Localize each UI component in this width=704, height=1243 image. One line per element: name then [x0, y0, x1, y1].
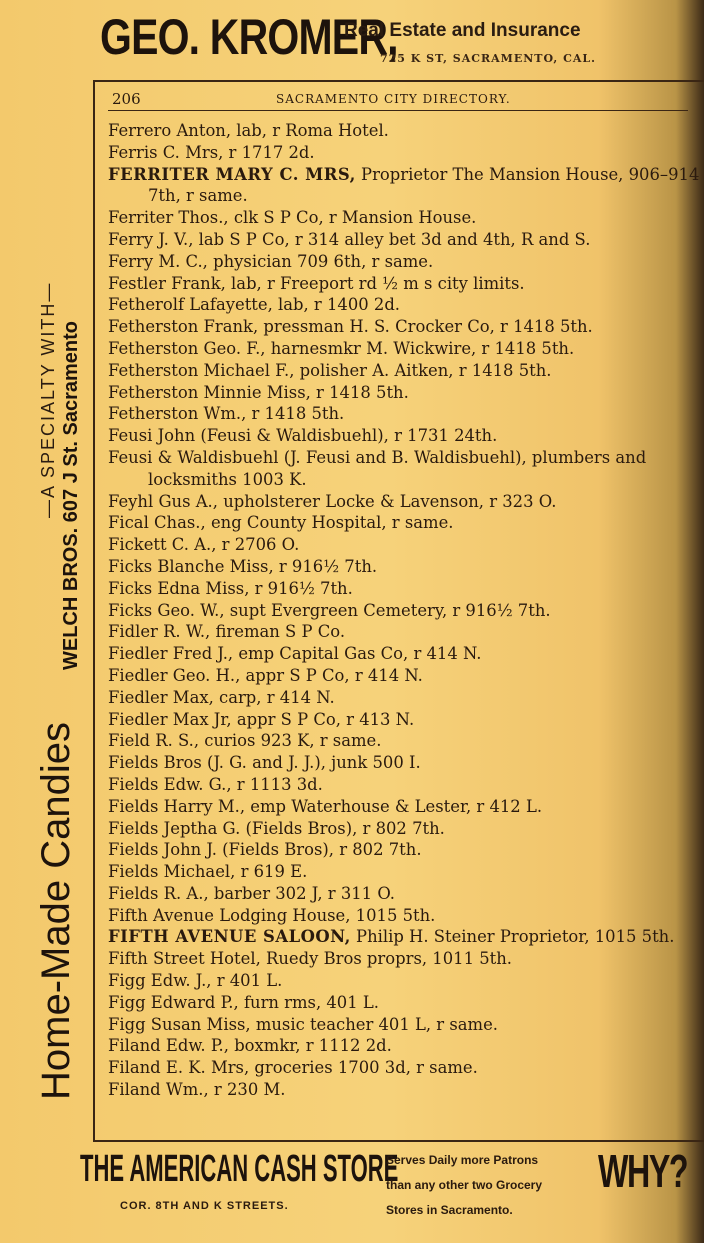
- entry-details: fireman S P Co.: [210, 622, 346, 642]
- entry-details: Philip H. Steiner Proprietor, 1015 5th.: [350, 927, 675, 947]
- entry-details: (J. Feusi and B. Waldisbuehl), plumbers and locksmiths 1003 K.: [148, 447, 647, 489]
- entry-details: lab, r 1400 2d.: [272, 295, 401, 315]
- side-advertisement: [34, 50, 102, 1100]
- entry-name: Feyhl Gus A.,: [108, 491, 218, 511]
- advertiser-address: 725 K ST, SACRAMENTO, CAL.: [380, 52, 596, 65]
- advertiser-business: Real Estate and Insurance: [344, 20, 581, 41]
- entry-name: FERRITER MARY C. MRS,: [108, 164, 356, 184]
- entry-name: Filand Edw. P.,: [108, 1036, 229, 1056]
- directory-entry: [108, 643, 700, 665]
- entry-name: Fields Harry M.,: [108, 796, 246, 816]
- entry-name: Fields Bros: [108, 753, 202, 773]
- directory-entry: [108, 338, 700, 360]
- directory-entry: [108, 294, 700, 316]
- directory-entry: [108, 796, 700, 818]
- entry-details: furn rms, 401 L.: [238, 992, 379, 1012]
- why-slogan: WHY?: [598, 1145, 688, 1197]
- directory-entry: [108, 447, 700, 491]
- store-address: COR. 8TH AND K STREETS.: [120, 1200, 289, 1212]
- entry-details: r 230 M.: [208, 1080, 286, 1100]
- entry-name: Fields R. A.,: [108, 883, 209, 903]
- directory-title: SACRAMENTO CITY DIRECTORY.: [276, 92, 511, 106]
- footer-advertisement: [78, 1140, 704, 1243]
- entry-name: Fickett C. A.,: [108, 535, 217, 555]
- directory-entry: [108, 774, 700, 796]
- store-claim-line: Stores in Sacramento.: [386, 1203, 513, 1217]
- directory-entry: [108, 207, 700, 229]
- store-claim: [386, 1148, 602, 1223]
- entry-name: Ferry J. V.,: [108, 229, 194, 249]
- directory-entry: [108, 665, 700, 687]
- entry-details: r 2706 O.: [216, 535, 300, 555]
- entry-details: supt Evergreen Cemetery, r 916½ 7th.: [224, 600, 551, 620]
- entry-details: physician 709 6th, r same.: [207, 251, 434, 271]
- entry-name: Fical Chas.,: [108, 513, 206, 533]
- directory-entry: [108, 818, 700, 840]
- directory-entries: [108, 120, 700, 1101]
- entry-details: 1015 5th.: [350, 905, 436, 925]
- entry-details: pressman H. S. Crocker Co, r 1418 5th.: [258, 317, 593, 337]
- directory-entry: [108, 251, 700, 273]
- entry-details: groceries 1700 3d, r same.: [249, 1058, 478, 1078]
- entry-details: lab S P Co, r 314 alley bet 3d and 4th, R and S.: [193, 229, 591, 249]
- entry-name: Fetherston Frank,: [108, 317, 259, 337]
- advertiser-name: GEO. KROMER,: [100, 9, 398, 65]
- directory-entry: [108, 491, 700, 513]
- directory-entry: [108, 382, 700, 404]
- entry-details: carp, r 414 N.: [213, 687, 335, 707]
- directory-entry: [108, 948, 700, 970]
- entry-details: r 1418 5th.: [310, 382, 409, 402]
- entry-details: appr S P Co, r 413 N.: [231, 709, 415, 729]
- entry-details: (Fields Bros), r 802 7th.: [216, 840, 422, 860]
- entry-name: Fiedler Max Jr,: [108, 709, 232, 729]
- entry-details: (J. G. and J. J.), junk 500 I.: [201, 753, 421, 773]
- store-claim-line: Serves Daily more Patrons: [386, 1153, 539, 1167]
- directory-entry: [108, 142, 700, 164]
- entry-details: r 619 E.: [235, 862, 308, 882]
- entry-name: Figg Edward P.,: [108, 992, 239, 1012]
- directory-entry: [108, 120, 700, 142]
- entry-details: eng County Hospital, r same.: [205, 513, 454, 533]
- header-advertisement: [0, 0, 704, 82]
- directory-entry: [108, 229, 700, 251]
- directory-entry: [108, 578, 700, 600]
- entry-details: r 1113 3d.: [231, 774, 323, 794]
- entry-details: curios 923 K, r same.: [199, 731, 382, 751]
- entry-name: Fiedler Geo. H.,: [108, 665, 241, 685]
- store-claim-line: than any other two Grocery: [386, 1178, 543, 1192]
- entry-details: Proprietor The Mansion House, 906–914 7th, r same.: [148, 164, 700, 206]
- directory-entry: [108, 752, 700, 774]
- entry-details: boxmkr, r 1112 2d.: [228, 1036, 392, 1056]
- entry-details: emp Waterhouse & Lester, r 412 L.: [245, 796, 543, 816]
- directory-entry: [108, 730, 700, 752]
- entry-name: Feusi John: [108, 426, 196, 446]
- entry-details: appr S P Co, r 414 N.: [240, 665, 423, 685]
- directory-entry: [108, 360, 700, 382]
- entry-name: Ferrero Anton,: [108, 121, 232, 140]
- entry-name: Ferris C. Mrs,: [108, 142, 224, 162]
- directory-entry: [108, 992, 700, 1014]
- entry-details: music teacher 401 L, r same.: [250, 1014, 498, 1034]
- directory-entry: [108, 926, 700, 948]
- directory-entry: [108, 1035, 700, 1057]
- directory-entry: [108, 621, 700, 643]
- directory-entry: [108, 839, 700, 861]
- entry-name: Fields John J.: [108, 840, 217, 860]
- entry-details: emp Capital Gas Co, r 414 N.: [233, 644, 482, 664]
- entry-name: Ficks Edna Miss,: [108, 578, 250, 598]
- directory-entry: [108, 687, 700, 709]
- entry-name: Ficks Blanche Miss,: [108, 556, 274, 576]
- directory-entry: [108, 403, 700, 425]
- entry-details: (Fields Bros), r 802 7th.: [240, 818, 445, 838]
- welch-bros-address: WELCH BROS. 607 J St. Sacramento: [60, 321, 82, 670]
- entry-details: r 1418 5th.: [246, 404, 345, 424]
- entry-name: Fidler R. W.,: [108, 622, 211, 642]
- entry-name: Ferriter Thos.,: [108, 208, 229, 228]
- directory-entry: [108, 534, 700, 556]
- entry-details: (Feusi & Waldisbuehl), r 1731 24th.: [195, 426, 498, 446]
- entry-details: Ruedy Bros proprs, 1011 5th.: [260, 949, 512, 969]
- directory-entry: [108, 425, 700, 447]
- entry-name: Ferry M. C.,: [108, 251, 208, 271]
- directory-entry: [108, 861, 700, 883]
- directory-entry: [108, 1057, 700, 1079]
- entry-details: lab, r Freeport rd ½ m s city limits.: [225, 273, 525, 293]
- entry-name: Fetherston Minnie Miss,: [108, 382, 311, 402]
- directory-entry: [108, 970, 700, 992]
- directory-entry: [108, 316, 700, 338]
- entry-details: clk S P Co, r Mansion House.: [228, 208, 477, 228]
- entry-details: r 401 L.: [211, 971, 283, 991]
- entry-name: Fetherston Wm.,: [108, 404, 247, 424]
- entry-name: Fields Jeptha G.: [108, 818, 241, 838]
- entry-name: Fields Edw. G.,: [108, 774, 232, 794]
- entry-details: r 916½ 7th.: [249, 578, 353, 598]
- directory-entry: [108, 709, 700, 731]
- entry-details: r 916½ 7th.: [273, 556, 378, 576]
- entry-details: r 1717 2d.: [223, 142, 315, 162]
- directory-entry: [108, 883, 700, 905]
- directory-entry: [108, 1079, 700, 1101]
- entry-name: Figg Susan Miss,: [108, 1014, 251, 1034]
- directory-entry: [108, 905, 700, 927]
- entry-name: Ficks Geo. W.,: [108, 600, 225, 620]
- entry-name: Fifth Street Hotel,: [108, 949, 261, 969]
- entry-name: Filand Wm.,: [108, 1080, 209, 1100]
- candies-slogan: Home-Made Candies: [34, 722, 78, 1100]
- entry-details: barber 302 J, r 311 O.: [208, 883, 396, 903]
- entry-name: Fiedler Fred J.,: [108, 644, 234, 664]
- entry-name: Figg Edw. J.,: [108, 971, 212, 991]
- entry-name: Fetherston Michael F.,: [108, 360, 295, 380]
- entry-name: Filand E. K. Mrs,: [108, 1058, 250, 1078]
- page-number: 206: [112, 90, 141, 108]
- entry-name: Field R. S.,: [108, 731, 200, 751]
- store-name: THE AMERICAN CASH STORE: [80, 1148, 399, 1190]
- entry-name: FIFTH AVENUE SALOON,: [108, 927, 351, 947]
- entry-name: Fetherolf Lafayette,: [108, 295, 273, 315]
- entry-name: Festler Frank,: [108, 273, 226, 293]
- directory-entry: [108, 556, 700, 578]
- entry-name: Fetherston Geo. F.,: [108, 338, 266, 358]
- specialty-line: —A SPECIALTY WITH—: [38, 281, 58, 518]
- entry-details: polisher A. Aitken, r 1418 5th.: [294, 360, 552, 380]
- entry-name: Feusi & Waldisbuehl: [108, 447, 279, 467]
- directory-entry: [108, 512, 700, 534]
- directory-entry: [108, 1014, 700, 1036]
- running-head: [108, 90, 688, 111]
- entry-name: Fields Michael,: [108, 862, 236, 882]
- directory-entry: [108, 164, 700, 208]
- directory-entry: [108, 600, 700, 622]
- directory-entry: [108, 273, 700, 295]
- entry-name: Fiedler Max,: [108, 687, 214, 707]
- entry-details: lab, r Roma Hotel.: [231, 121, 389, 140]
- entry-details: upholsterer Locke & Lavenson, r 323 O.: [217, 491, 557, 511]
- entry-name: Fifth Avenue Lodging House,: [108, 905, 351, 925]
- entry-details: harnesmkr M. Wickwire, r 1418 5th.: [265, 338, 575, 358]
